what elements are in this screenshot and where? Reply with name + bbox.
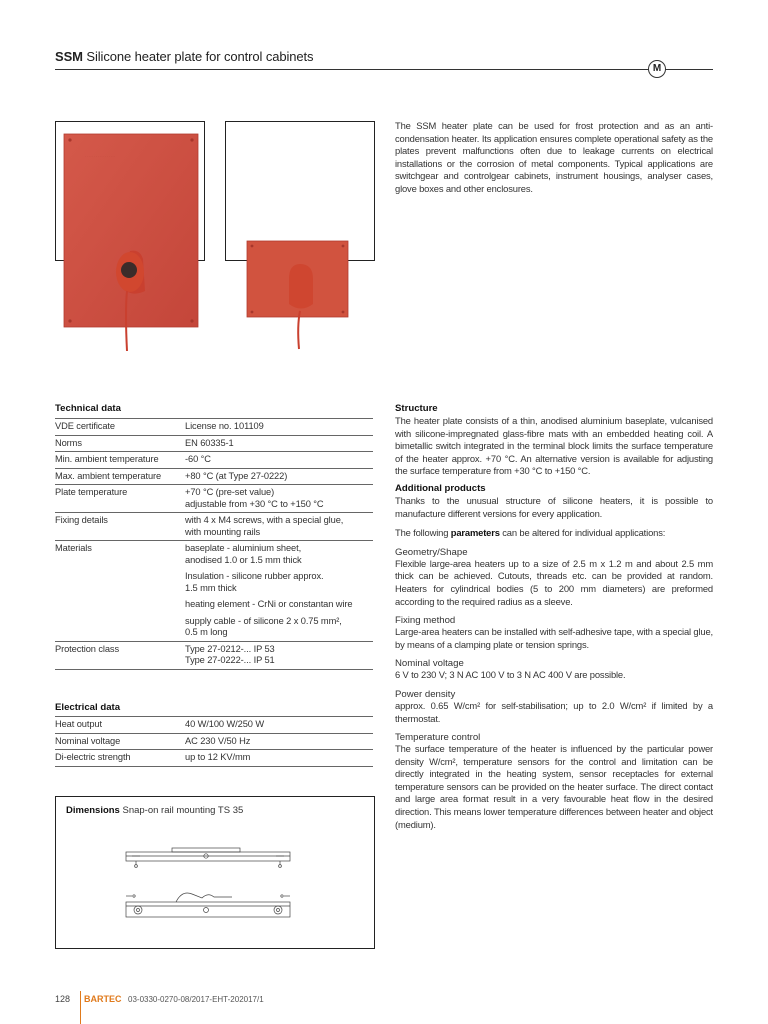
- parameter-text: Flexible large-area heaters up to a size of 2.5 m x 1.2 m and about 2.5 mm thick can be achieved. Cutouts, threads etc. can be provided at random. Heaters for cylindrical bodies (5 to 200 mm diameters) are preformed according to the required radius as a sleeve.: [395, 557, 713, 607]
- spec-row: [55, 468, 373, 485]
- electrical-data-heading: Electrical data: [55, 702, 121, 713]
- spec-row: [55, 452, 373, 469]
- parameter-label: Fixing method: [395, 615, 456, 627]
- spec-row: [55, 717, 373, 734]
- spec-row: [55, 419, 373, 436]
- additional-products-text: Thanks to the unusual structure of silicone heaters, it is possible to manufacture different versions for every application.: [395, 494, 713, 519]
- spec-row: [55, 485, 373, 513]
- spec-value: [185, 641, 373, 669]
- parameter-text: Large-area heaters can be installed with self-adhesive tape, with a special glue, by means of a clamping plate or tension springs.: [395, 626, 713, 650]
- spec-value-line: Type 27-0212-... IP 53 Type 27-0222-... IP 51: [185, 643, 275, 665]
- spec-key: Di-electric strength: [55, 750, 185, 767]
- spec-value-line: up to 12 KV/mm: [185, 752, 251, 762]
- spec-key: Fixing details: [55, 513, 185, 541]
- spec-row: [55, 513, 373, 541]
- spec-value: [185, 733, 373, 750]
- parameter-text: The surface temperature of the heater is influenced by the particular power density W/cm², temperature sensors for the control and limitation can be directly integrated in the heating system, sensor receptacles for external temperature sensors can be provided on the heater surface. The direct contact and large area format result in a very favourable heat flow in the desired direction. This means lower temperature differences between heater and object (medium).: [395, 743, 713, 830]
- spec-value: [185, 435, 373, 452]
- parameter-text: approx. 0.65 W/cm² for self-stabilisation; up to 2.0 W/cm² if limited by a thermostat.: [395, 699, 713, 724]
- spec-key: Heat output: [55, 717, 185, 734]
- page-number: 128: [55, 994, 71, 1004]
- dimensions-box: [55, 796, 375, 949]
- right-column: [395, 403, 713, 831]
- spec-value-line: License no. 101109: [185, 421, 264, 431]
- spec-row: [55, 435, 373, 452]
- spec-value-line: heating element - CrNi or constantan wire: [185, 599, 353, 609]
- footer-rule: [80, 991, 81, 1024]
- spec-value: [185, 513, 373, 541]
- structure-heading: Structure: [395, 403, 438, 414]
- spec-value-line: Insulation - silicone rubber approx. 1.5 mm thick: [185, 571, 324, 593]
- spec-value: [185, 419, 373, 436]
- additional-products-heading: Additional products: [395, 482, 486, 494]
- spec-value-line: EN 60335-1: [185, 437, 234, 448]
- spec-value-line: baseplate - aluminium sheet, anodised 1.0 or 1.5 mm thick: [185, 543, 302, 565]
- title-rule: [55, 69, 713, 70]
- parameter-label: Nominal voltage: [395, 658, 464, 670]
- footer-brand: BARTEC: [84, 994, 122, 1004]
- spec-value-line: +70 °C (pre-set value) adjustable from +30 °C to +150 °C: [185, 487, 324, 509]
- section-badge: M: [648, 60, 666, 78]
- electrical-data-table: [55, 716, 373, 767]
- spec-key: Protection class: [55, 641, 185, 669]
- spec-key: Min. ambient temperature: [55, 452, 185, 469]
- spec-value-line: with 4 x M4 screws, with a special glue, with mounting rails: [185, 515, 344, 537]
- spec-value-line: supply cable - of silicone 2 x 0.75 mm², 0.5 m long: [185, 615, 342, 637]
- parameter-label: Temperature control: [395, 732, 481, 744]
- svg-text:· · · · · · · · · · · · · · ·: · · · · · · · · · · · · · · · · ·: [85, 154, 116, 158]
- spec-key: Materials: [55, 541, 185, 642]
- spec-value: [185, 452, 373, 469]
- spec-value-line: +80 °C (at Type 27-0222): [185, 470, 288, 481]
- technical-data-heading: Technical data: [55, 403, 121, 414]
- heater-plate-large-image: [55, 121, 215, 361]
- spec-value: [185, 485, 373, 513]
- intro-text: The SSM heater plate can be used for frost protection and as an anti-condensation heater. Its application ensures complete operational safety as the plates prevent malfunctions often due to leakage currents on electrical installations or the corrosion of metal components. Typical applications are switchgear and controlgear cabinets, instrument housings, analyser cases, glove boxes and other enclosures.: [395, 120, 713, 194]
- spec-row: [55, 641, 373, 669]
- structure-text: The heater plate consists of a thin, anodised aluminium baseplate, vulcanised with silicone-impregnated glass-fibre mats with an embedded heating coil. A bimetallic switch integrated in the terminal block limits the surface temperature of the heater approx. +70 °C. An alternative version is available for adjusting the surface temperature from +30 °C to +150 °C.: [395, 415, 713, 477]
- spec-key: Nominal voltage: [55, 733, 185, 750]
- spec-value: [185, 468, 373, 485]
- parameters-post: can be altered for individual applications:: [499, 527, 666, 539]
- title-bold: SSM: [55, 49, 83, 64]
- heater-plate-small-image: [225, 121, 385, 361]
- spec-key: Max. ambient temperature: [55, 468, 185, 485]
- spec-value: [185, 750, 373, 767]
- spec-key: VDE certificate: [55, 419, 185, 436]
- spec-value-line: -60 °C: [185, 454, 211, 464]
- parameters-intro: [395, 527, 713, 540]
- dimensions-heading-bold: Dimensions: [66, 805, 120, 816]
- dimensions-heading: [66, 805, 243, 816]
- spec-value-line: 40 W/100 W/250 W: [185, 719, 265, 729]
- spec-key: Plate temperature: [55, 485, 185, 513]
- spec-value-line: AC 230 V/50 Hz: [185, 735, 251, 746]
- dimension-drawing: [122, 842, 298, 932]
- spec-value: [185, 717, 373, 734]
- spec-value: [185, 541, 373, 642]
- parameters-bold: parameters: [450, 527, 500, 539]
- spec-row: [55, 750, 373, 767]
- parameters-pre: The following: [395, 527, 451, 539]
- parameter-text: 6 V to 230 V; 3 N AC 100 V to 3 N AC 400 V are possible.: [395, 669, 626, 681]
- dimensions-heading-rest: Snap-on rail mounting TS 35: [122, 805, 244, 816]
- technical-data-table: [55, 418, 373, 670]
- title-rest: Silicone heater plate for control cabinets: [86, 49, 314, 64]
- spec-key: Norms: [55, 435, 185, 452]
- spec-row: [55, 541, 373, 642]
- parameter-label: Power density: [395, 688, 456, 700]
- parameter-label: Geometry/Shape: [395, 546, 468, 558]
- page-title: [55, 49, 313, 64]
- footer-code: 03-0330-0270-08/2017-EHT-202017/1: [128, 995, 264, 1004]
- spec-row: [55, 733, 373, 750]
- parameter-items: [395, 547, 713, 832]
